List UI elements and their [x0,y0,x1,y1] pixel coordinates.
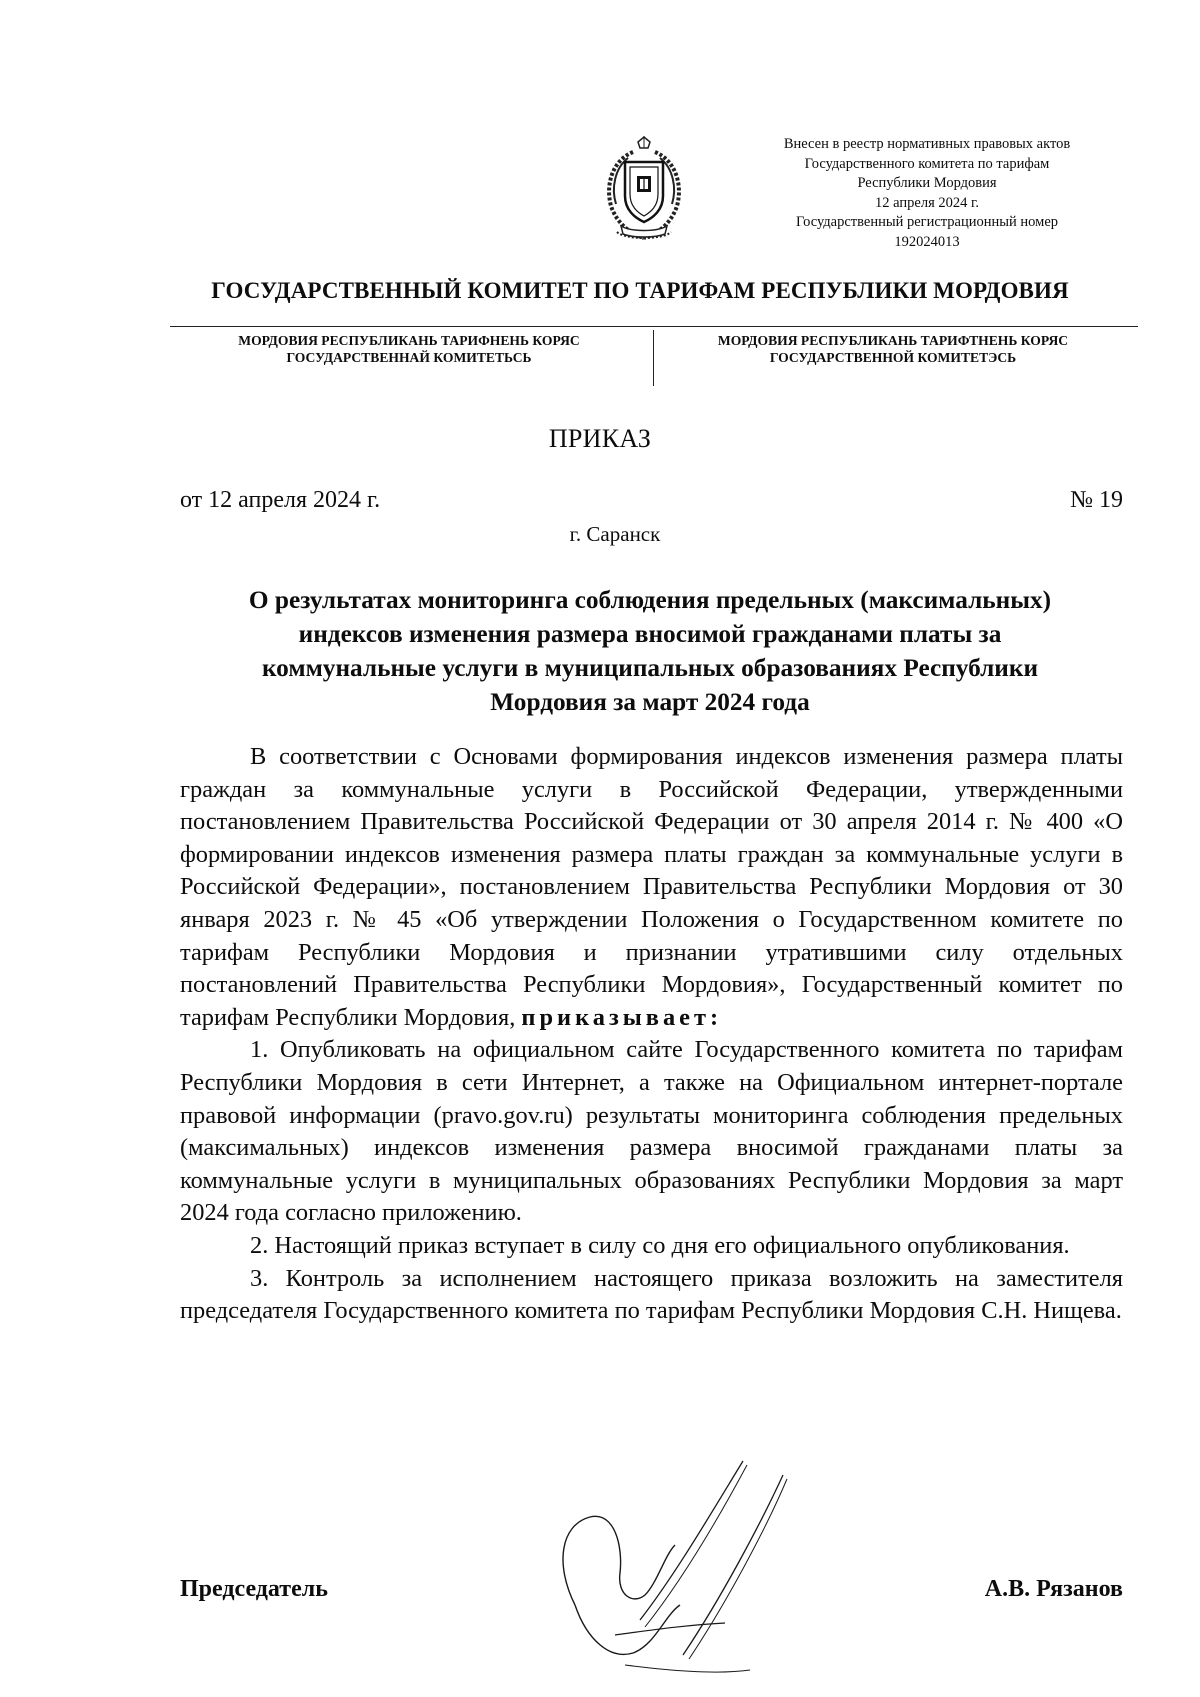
order-item-1: 1. Опубликовать на официальном сайте Государственного комитета по тарифам Республики Мордовия в сети Интернет, а также на Официальном интернет-портале правовой информации (pravo.gov.ru) результаты мониторинга соблюдения предельных (максимальных) индексов изменения размера вносимой гражданами платы за коммунальные услуги в муниципальных образованиях Республики Мордовия за март 2024 года согласно приложению. [180,1036,1123,1227]
header-divider-vertical [653,330,654,386]
committee-name-moksha [180,332,638,366]
preamble-paragraph [180,741,1123,1034]
registry-line: Государственного комитета по тарифам [804,155,1050,172]
registry-line: Государственный регистрационный номер [795,214,1059,231]
document-body [180,741,1123,1328]
document-number: № 19 [1070,487,1123,513]
document-title [170,583,1130,719]
document-date: от 12 апреля 2024 г. [180,487,381,513]
committee-moksha-line: МОРДОВИЯ РЕСПУБЛИКАНЬ ТАРИФНЕНЬ КОРЯС [238,333,580,348]
registry-number: 192024013 [894,233,960,250]
title-line: Мордовия за март 2024 года [490,688,810,716]
order-item-2: 2. Настоящий приказ вступает в силу со дня его официального опубликования. [250,1231,1070,1259]
preamble-text: В соответствии с Основами формирования индексов изменения размера платы граждан за коммунальные услуги в Российской Федерации, утвержденными постановлением Правительства Российской Федерации от 30 апреля 2014 г. № 400 «О формировании индексов изменения размера платы граждан за коммунальные услуги в Российской Федерации», постановлением Правительства Республики Мордовия от 30 января 2023 г. № 45 «Об утверждении Положения о Государственном комитете по тарифам Республики Мордовия и признании утратившими силу отдельных постановлений Правительства Республики Мордовия», Государственный комитет по тарифам Республики Мордовия, [180,743,1123,1031]
registry-date: 12 апреля 2024 г. [875,194,979,211]
signatory-position: Председатель [180,1576,328,1602]
committee-name-ru: ГОСУДАРСТВЕННЫЙ КОМИТЕТ ПО ТАРИФАМ РЕСПУБЛИКИ МОРДОВИЯ [211,278,1069,303]
coat-of-arms-emblem [603,136,685,246]
registry-line: Внесен в реестр нормативных правовых актов [783,136,1071,152]
title-line: индексов изменения размера вносимой гражданами платы за [298,620,1002,648]
title-line: коммунальные услуги в муниципальных образованиях Республики [261,654,1039,682]
registry-line: Республики Мордовия [857,175,997,192]
handwritten-signature [515,1455,835,1695]
order-item-3: 3. Контроль за исполнением настоящего приказа возложить на заместителя председателя Государственного комитета по тарифам Республики Мордовия С.Н. Нищева. [180,1264,1123,1325]
document-city: г. Саранск [569,522,661,546]
registry-note [742,135,1112,253]
signatory-name: А.В. Рязанов [984,1576,1123,1602]
order-word: приказывает: [521,1003,723,1031]
committee-name-erzya [668,332,1118,366]
committee-moksha-line: ГОСУДАРСТВЕННАЙ КОМИТЕТЬСЬ [286,350,532,365]
committee-erzya-line: ГОСУДАРСТВЕННОЙ КОМИТЕТЭСЬ [769,350,1017,365]
committee-erzya-line: МОРДОВИЯ РЕСПУБЛИКАНЬ ТАРИФТНЕНЬ КОРЯС [717,333,1069,348]
document-type: ПРИКАЗ [548,424,652,453]
title-line: О результатах мониторинга соблюдения предельных (максимальных) [248,586,1052,614]
header-divider-horizontal [170,326,1138,327]
